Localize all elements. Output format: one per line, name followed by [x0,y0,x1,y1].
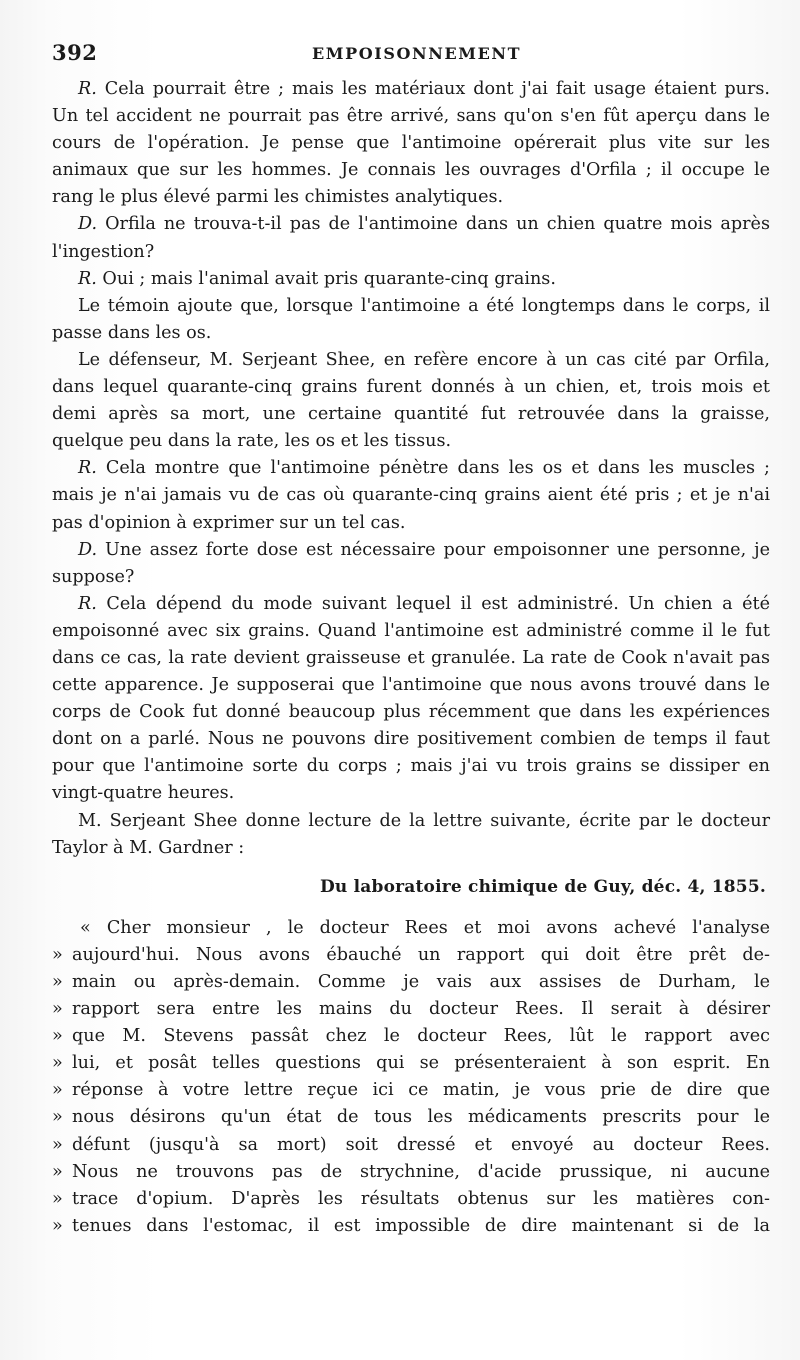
paragraph [52,293,770,347]
quote-line [52,942,770,969]
paragraph-text: Le défenseur, M. Serjeant Shee, en refère encore à un cas cité par Orfila, dans lequel quarante-cinq grains furent donnés à un chien, et, trois mois et demi après sa mort, une certaine quantité fut retrouvée dans la graisse, quelque peu dans la rate, les os et les tissus. [52,349,770,452]
quote-text: aujourd'hui. Nous avons ébauché un rapport qui doit être prêt de- [72,944,770,965]
quote-mark: » [52,999,63,1020]
quote-text: réponse à votre lettre reçue ici ce matin, je vous prie de dire que [72,1080,770,1101]
quote-text: « Cher monsieur , le docteur Rees et moi avons achevé l'analyse [80,917,770,938]
quote-text: Nous ne trouvons pas de strychnine, d'acide prussique, ni aucune [72,1161,770,1182]
page-number: 392 [52,40,98,65]
paragraph [52,455,770,536]
speaker-marker: R. [78,593,97,614]
paragraph [52,591,770,808]
quote-line [52,969,770,996]
quote-mark: » [52,1026,63,1047]
paragraph-text: Cela montre que l'antimoine pénètre dans les os et dans les muscles ; mais je n'ai jamais vu de cas où quarante-cinq grains aient été pris ; et je n'ai pas d'opinion à exprimer sur un tel cas. [52,458,770,533]
quote-mark: » [52,1215,63,1236]
quote-text: rapport sera entre les mains du docteur Rees. Il serait à désirer [72,999,770,1020]
paragraph [52,347,770,455]
speaker-marker: R. [78,268,97,289]
paragraph-text: Cela pourrait être ; mais les matériaux dont j'ai fait usage étaient purs. Un tel accident ne pourrait pas être arrivé, sans qu'on s'en fût aperçu dans le cours de l'opération. Je pense que l'antimoine opérerait plus vite sur les animaux que sur les hommes. Je connais les ouvrages d'Orfila ; il occupe le rang le plus élevé parmi les chimistes analytiques. [52,79,770,208]
quote-line [52,1077,770,1104]
quote-line [52,1104,770,1131]
paragraph-text: M. Serjeant Shee donne lecture de la lettre suivante, écrite par le docteur Taylor à M. Gardner : [52,810,770,858]
paragraph [52,266,770,293]
quote-text: lui, et posât telles questions qui se présenteraient à son esprit. En [72,1053,770,1074]
quote-mark: » [52,1134,63,1155]
quote-mark: » [52,944,63,965]
running-title: EMPOISONNEMENT [312,44,522,63]
quote-text: que M. Stevens passât chez le docteur Rees, lût le rapport avec [72,1026,770,1047]
quote-line [52,996,770,1023]
quote-mark: » [52,972,63,992]
paragraph-text: Le témoin ajoute que, lorsque l'antimoine a été longtemps dans le corps, il passe dans les os. [52,295,770,343]
quote-text: main ou après-demain. Comme je vais aux assises de Durham, le [72,972,770,992]
speaker-marker: R. [78,458,97,479]
body-text [52,76,770,1240]
quote-mark: » [52,1107,63,1128]
speaker-marker: D. [78,539,98,560]
quote-text: tenues dans l'estomac, il est impossible de dire maintenant si de la [72,1215,770,1236]
quote-mark: » [52,1053,63,1074]
quote-text: trace d'opium. D'après les résultats obtenus sur les matières con- [72,1188,770,1209]
quote-line [52,1023,770,1050]
quote-mark: » [52,1161,63,1182]
paragraph-text: Cela dépend du mode suivant lequel il est administré. Un chien a été empoisonné avec six grains. Quand l'antimoine est administré comme il le fut dans ce cas, la rate devient graisseuse et granulée. La rate de Cook n'avait pas cette apparence. Je supposerai que l'antimoine que nous avons trouvé dans le corps de Cook fut donné beaucoup plus récemment que dans les expériences dont on a parlé. Nous ne pouvons dire positivement combien de temps il faut pour que l'antimoine sorte du corps ; mais j'ai vu trois grains se dissiper en vingt-quatre heures. [52,593,770,804]
quote-line [52,1050,770,1077]
paragraph [52,211,770,265]
quote-line [52,1186,770,1213]
speaker-marker: R. [78,79,97,99]
paragraph-text: Orfila ne trouva-t-il pas de l'antimoine dans un chien quatre mois après l'ingestion? [52,214,770,262]
quote-line [52,915,770,942]
paragraph-text: Une assez forte dose est nécessaire pour empoisonner une personne, je suppose? [52,539,770,587]
quote-line [52,1132,770,1159]
letter-dateline: Du laboratoire chimique de Guy, déc. 4, 1855. [319,876,766,897]
paragraph [52,537,770,591]
paragraph [52,76,770,211]
quote-mark: » [52,1080,63,1101]
paragraph [52,808,770,862]
quote-mark: » [52,1188,63,1209]
paragraph-text: Oui ; mais l'animal avait pris quarante-cinq grains. [96,268,556,289]
speaker-marker: D. [78,214,98,235]
quote-text: nous désirons qu'un état de tous les médicaments prescrits pour le [72,1107,770,1128]
quote-line [52,1213,770,1240]
quote-line [52,1159,770,1186]
page-header [52,36,770,76]
letter-quote [52,915,770,1240]
quote-text: défunt (jusqu'à sa mort) soit dressé et envoyé au docteur Rees. [72,1134,770,1155]
quote-mark [52,915,72,942]
